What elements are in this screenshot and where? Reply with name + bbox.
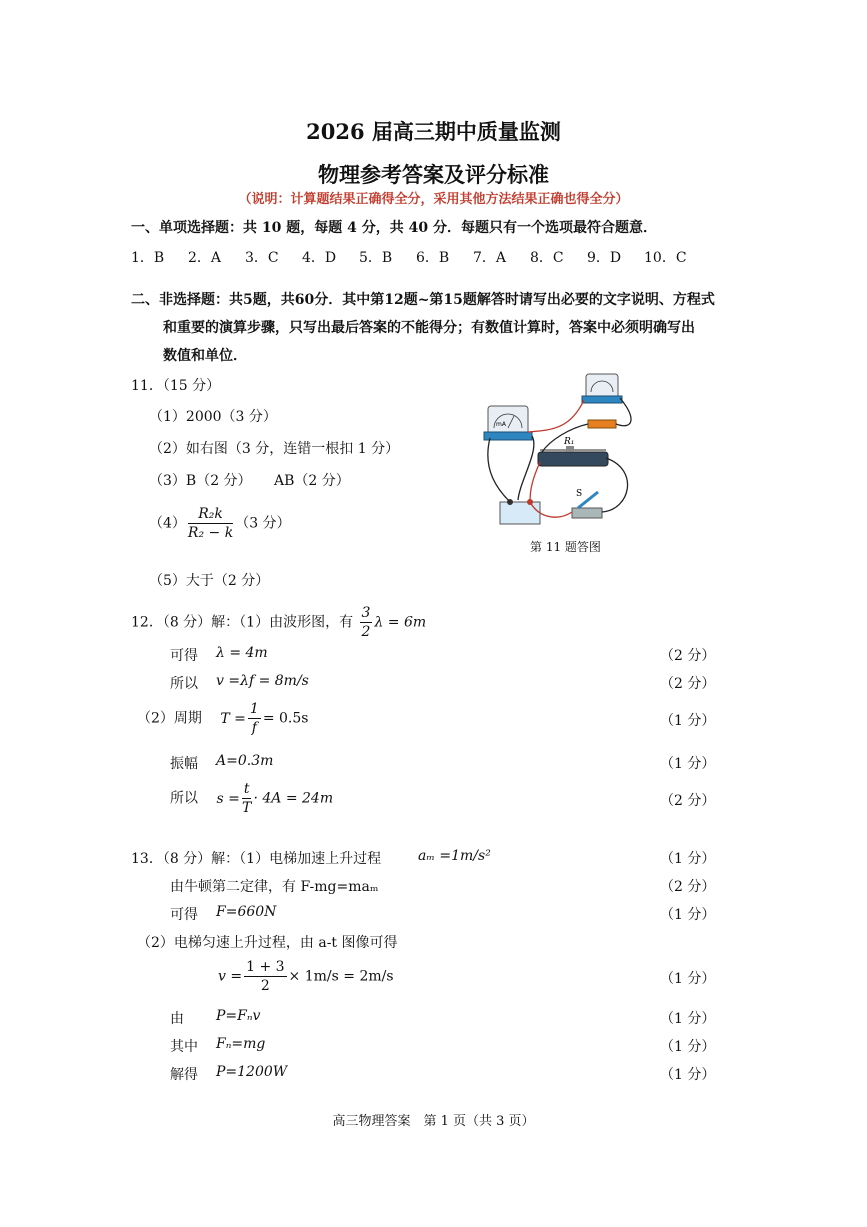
- q12-r1-score: （2 分）: [660, 648, 716, 664]
- q12-r5: [170, 780, 333, 817]
- q11-label: 11．（15 分）: [131, 378, 221, 394]
- answer-10: 10．C: [644, 250, 687, 266]
- q12-fraction: [360, 604, 373, 641]
- page-title: 2026 届高三期中质量监测: [306, 119, 561, 144]
- q12-fraction-num: 3: [361, 605, 371, 621]
- q13-l2-score: （2 分）: [660, 879, 716, 895]
- q13-l8-pre: 解得: [170, 1067, 198, 1083]
- q13-l3-pre: 可得: [170, 907, 198, 923]
- resistor-icon: [588, 420, 616, 428]
- mc-answers: [131, 247, 701, 267]
- q13-l6-score: （1 分）: [660, 1011, 716, 1027]
- q13-l7-eq: Fₙ=mg: [216, 1036, 266, 1052]
- q12-r5-pre: 所以: [170, 790, 198, 807]
- q13-l5-fraction: [244, 958, 286, 995]
- q12-r3-rhs: = 0.5s: [262, 710, 309, 727]
- q12-r5-lhs: s =: [216, 790, 240, 807]
- q12-r2-eq: v =λf = 8m/s: [216, 673, 309, 689]
- q13-l5-score: （1 分）: [660, 971, 716, 987]
- q13-l7-pre: 其中: [170, 1039, 198, 1055]
- q11-part4: [149, 505, 291, 542]
- q13-l2: 由牛顿第二定律，有 F-mg=maₘ: [170, 879, 379, 895]
- voltmeter-icon: [582, 374, 622, 403]
- q12-r5-rhs: · 4A = 24m: [253, 790, 334, 807]
- q12-label: 12．（8 分）解：（1）由波形图，有: [131, 614, 354, 631]
- q12-r3-lhs: T =: [220, 710, 246, 727]
- q12-r3-den: f: [251, 720, 257, 736]
- q12-r5-score: （2 分）: [660, 793, 716, 809]
- q11-part4-suffix: （3 分）: [235, 515, 291, 532]
- section2-heading-line2: 和重要的演算步骤，只写出最后答案的不能得分；有数值计算时，答案中必须明确写出: [163, 320, 695, 336]
- q13-label: 13．（8 分）解：（1）电梯加速上升过程: [131, 851, 382, 867]
- q13-l5-rhs: × 1m/s = 2m/s: [288, 968, 394, 985]
- answer-1: 1．B: [131, 250, 165, 266]
- q12-fraction-den: 2: [361, 624, 371, 640]
- answer-3: 3．C: [245, 250, 279, 266]
- q13-l6-eq: P=Fₙv: [216, 1008, 261, 1024]
- q12-r5-fraction: [242, 780, 252, 817]
- q12-r3-num: 1: [249, 701, 259, 717]
- section1-heading: 一、单项选择题：共 10 题，每题 4 分，共 40 分．每题只有一个选项最符合题意．: [131, 220, 657, 236]
- q11-part4-numerator: R₂k: [188, 505, 233, 524]
- q11-part5: （5）大于（2 分）: [149, 573, 270, 589]
- q13-l5: [218, 958, 394, 995]
- q13-l4: （2）电梯匀速上升过程，由 a-t 图像可得: [137, 935, 398, 951]
- q12-r4-score: （1 分）: [660, 756, 716, 772]
- q11-part3a: （3）B（2 分）: [149, 473, 252, 489]
- q12-r1-pre: 可得: [170, 648, 198, 664]
- answer-5: 5．B: [359, 250, 393, 266]
- answer-8: 8．C: [530, 250, 564, 266]
- grading-note: （说明：计算题结果正确得全分，采用其他方法结果正确也得全分）: [238, 192, 629, 207]
- answer-7: 7．A: [473, 250, 507, 266]
- q12-r1-eq: λ = 4m: [216, 645, 268, 661]
- section2-heading-line3: 数值和单位．: [163, 348, 247, 364]
- svg-text:R₁: R₁: [564, 437, 575, 447]
- q13-l8-eq: P=1200W: [216, 1064, 288, 1080]
- answer-4: 4．D: [302, 250, 337, 266]
- svg-text:S: S: [576, 489, 583, 499]
- q11-part1: （1）2000（3 分）: [149, 409, 277, 425]
- svg-text:mA: mA: [496, 421, 506, 428]
- q13-l3-eq: F=660N: [216, 904, 277, 920]
- answer-9: 9．D: [587, 250, 622, 266]
- q12-eq1-tail: λ = 6m: [374, 614, 427, 631]
- q12-r5-den: T: [241, 800, 252, 816]
- battery-icon: [500, 499, 540, 524]
- q13-l6-pre: 由: [170, 1011, 184, 1027]
- q12-r3-fraction: [248, 700, 261, 737]
- q13-l5-lhs: v =: [218, 968, 243, 985]
- q13-l8-score: （1 分）: [660, 1067, 716, 1083]
- q12-r2-score: （2 分）: [660, 676, 716, 692]
- answer-6: 6．B: [416, 250, 450, 266]
- q11-part3b: AB（2 分）: [274, 473, 350, 489]
- section2-heading-line1: 二、非选择题：共5题，共60分．其中第12题~第15题解答时请写出必要的文字说明、方程式: [131, 292, 715, 308]
- q13-l5-den: 2: [260, 978, 270, 994]
- q12-r5-num: t: [243, 781, 250, 797]
- q12-line1: [131, 604, 426, 641]
- q13-l1-score: （1 分）: [660, 851, 716, 867]
- milliammeter-icon: [484, 406, 532, 440]
- q13-l7-score: （1 分）: [660, 1039, 716, 1055]
- q13-l1-eq: aₘ =1m/s²: [418, 848, 491, 864]
- q12-r3: [137, 700, 308, 737]
- answer-2: 2．A: [188, 250, 222, 266]
- q11-part4-prefix: （4）: [149, 515, 186, 532]
- q12-r3-pre: （2）周期: [137, 710, 202, 727]
- switch-icon: [572, 489, 602, 518]
- figure-caption: 第 11 题答图: [530, 540, 601, 554]
- q12-r4-pre: 振幅: [170, 756, 198, 772]
- q11-part2: （2）如右图（3 分，连错一根扣 1 分）: [149, 441, 400, 457]
- circuit-diagram: [480, 370, 650, 530]
- page-footer: 高三物理答案 第 1 页（共 3 页）: [332, 1114, 535, 1129]
- q13-l5-num: 1 + 3: [246, 959, 285, 975]
- q11-part4-fraction: [188, 505, 233, 542]
- q12-r2-pre: 所以: [170, 676, 198, 692]
- page-subtitle: 物理参考答案及评分标准: [318, 162, 549, 187]
- q12-r3-score: （1 分）: [660, 713, 716, 729]
- q12-r4-eq: A=0.3m: [216, 753, 274, 769]
- q11-part4-denominator: R₂ − k: [187, 525, 234, 541]
- rheostat-icon: [538, 437, 608, 466]
- q13-l3-score: （1 分）: [660, 907, 716, 923]
